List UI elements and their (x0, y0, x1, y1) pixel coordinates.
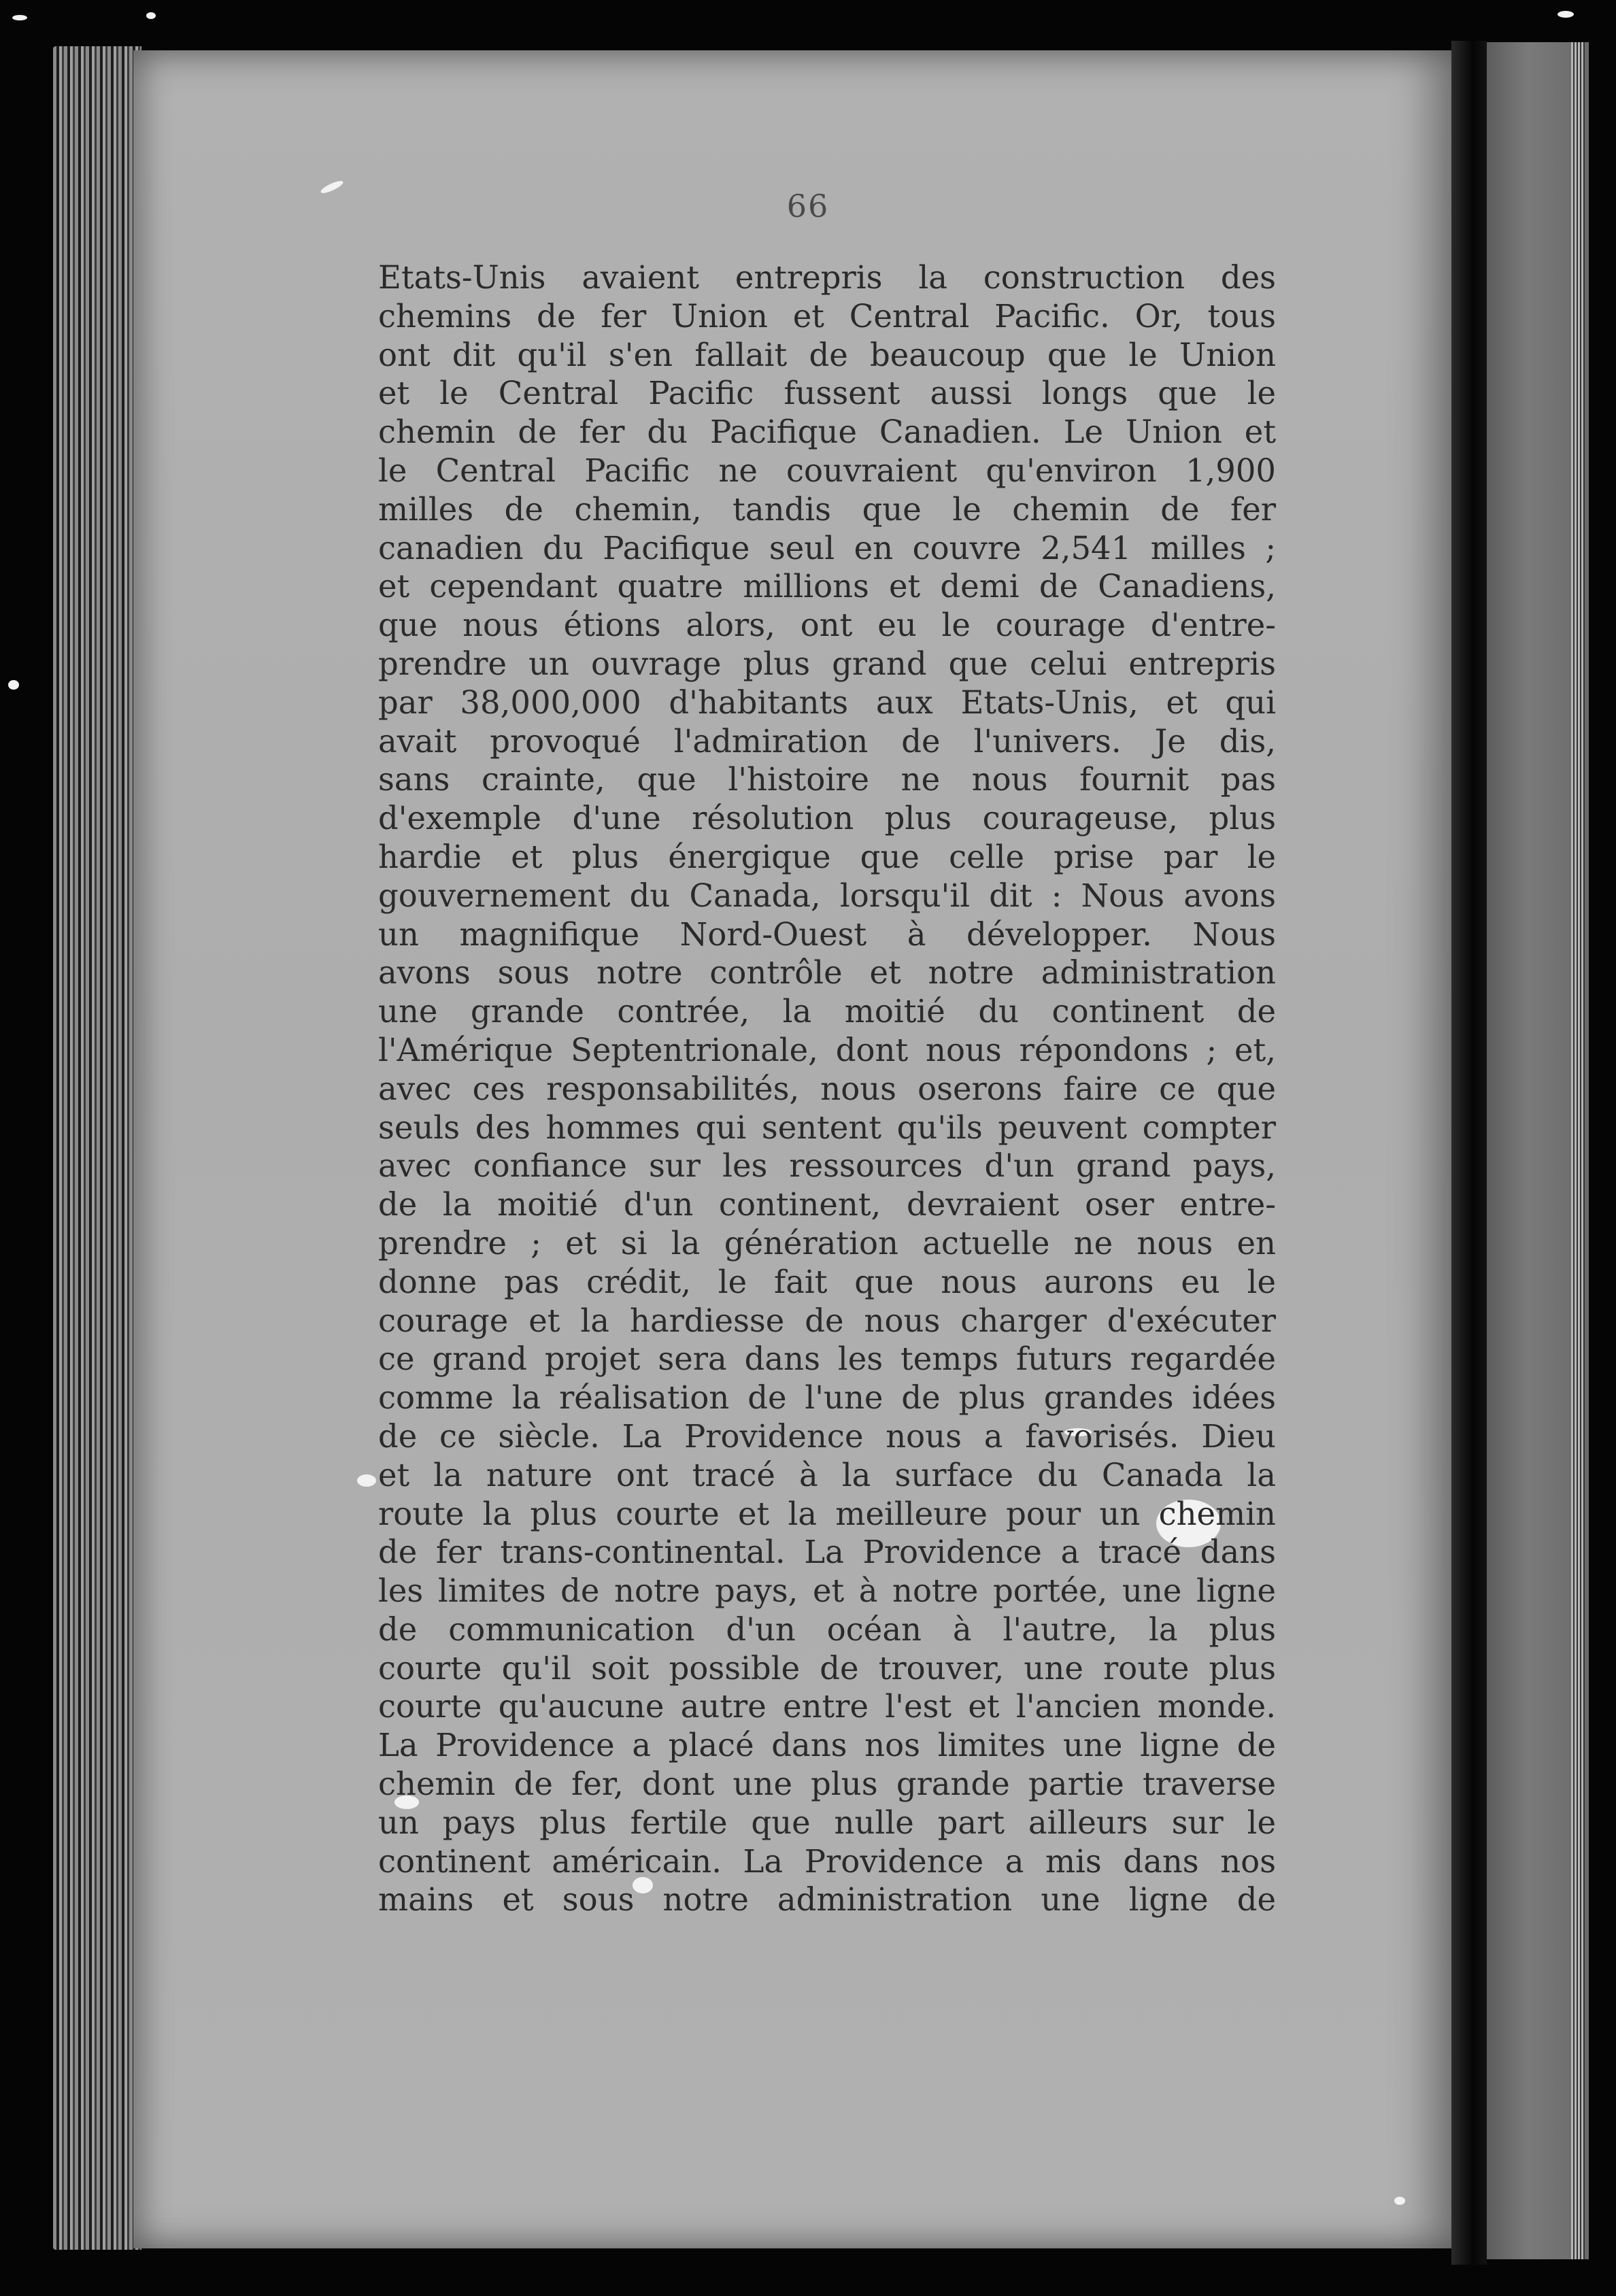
facing-page-edge (1571, 42, 1585, 2259)
text-line: chemin de fer, dont une plus grande partie traverse (378, 1766, 1276, 1803)
text-line: le Central Pacific ne couvraient qu'environ 1,900 (378, 452, 1276, 489)
text-line: par 38,000,000 d'habitants aux Etats-Unis, et qui (378, 683, 1276, 721)
text-line: et le Central Pacific fussent aussi longs que le (378, 375, 1276, 412)
text-line: courage et la hardiesse de nous charger d'exécuter (378, 1302, 1276, 1339)
text-line: Etats-Unis avaient entrepris la construction des (378, 259, 1276, 296)
text-line: comme la réalisation de l'une de plus grandes idées (378, 1379, 1276, 1417)
text-line: avec confiance sur les ressources d'un grand pays, (378, 1147, 1276, 1185)
dust-speck (1558, 11, 1574, 18)
text-line: continent américain. La Providence a mis dans nos (378, 1842, 1276, 1880)
text-line: l'Amérique Septentrionale, dont nous répondons ; et, (378, 1031, 1276, 1068)
text-line: chemin de fer du Pacifique Canadien. Le Union et (378, 413, 1276, 451)
text-line: avec ces responsabilités, nous oserons faire ce que (378, 1070, 1276, 1107)
text-line: que nous étions alors, ont eu le courage d'entre- (378, 607, 1276, 644)
dust-speck (8, 680, 19, 690)
text-line: mains et sous notre administration une ligne de (378, 1881, 1276, 1919)
text-line: de la moitié d'un continent, devraient oser entre- (378, 1186, 1276, 1223)
text-line: sans crainte, que l'histoire ne nous fournit pas (378, 761, 1276, 798)
text-line: gouvernement du Canada, lorsqu'il dit : Nous avons (378, 877, 1276, 914)
text-line: seuls des hommes qui sentent qu'ils peuvent compter (378, 1109, 1276, 1146)
text-line: de fer trans-continental. La Providence a tracé dans (378, 1534, 1276, 1571)
dust-speck (146, 12, 156, 19)
page-body-text (378, 258, 1276, 1919)
page-number: 66 (786, 188, 830, 224)
text-line: courte qu'il soit possible de trouver, une route plus (378, 1649, 1276, 1687)
text-line: milles de chemin, tandis que le chemin de fer (378, 490, 1276, 528)
text-line: ont dit qu'il s'en fallait de beaucoup que le Union (378, 336, 1276, 373)
text-line: prendre ; et si la génération actuelle ne nous en (378, 1224, 1276, 1262)
text-line: un pays plus fertile que nulle part ailleurs sur le (378, 1804, 1276, 1841)
text-line: une grande contrée, la moitié du continent de (378, 993, 1276, 1030)
text-line: courte qu'aucune autre entre l'est et l'ancien monde. (378, 1688, 1276, 1725)
text-line: un magnifique Nord-Ouest à développer. Nous (378, 915, 1276, 953)
text-line: et la nature ont tracé à la surface du Canada la (378, 1456, 1276, 1493)
page-edges (53, 46, 141, 2250)
dust-speck (357, 1474, 376, 1487)
text-line: hardie et plus énergique que celle prise par le (378, 838, 1276, 875)
text-line: et cependant quatre millions et demi de Canadiens, (378, 568, 1276, 605)
dust-speck (12, 15, 27, 20)
text-line: ce grand projet sera dans les temps futurs regardée (378, 1340, 1276, 1378)
text-line: donne pas crédit, le fait que nous aurons eu le (378, 1263, 1276, 1300)
text-line: d'exemple d'une résolution plus courageuse, plus (378, 800, 1276, 837)
text-line: les limites de notre pays, et à notre portée, une ligne (378, 1572, 1276, 1610)
book-gutter (1451, 41, 1487, 2265)
dust-speck (1394, 2197, 1405, 2205)
text-line: route la plus courte et la meilleure pour un chemin (378, 1495, 1276, 1532)
text-line: La Providence a placé dans nos limites une ligne de (378, 1727, 1276, 1764)
text-line: de communication d'un océan à l'autre, la plus (378, 1610, 1276, 1648)
text-line: avons sous notre contrôle et notre administration (378, 954, 1276, 992)
text-line: chemins de fer Union et Central Pacific. Or, tous (378, 297, 1276, 335)
text-line: avait provoqué l'admiration de l'univers. Je dis, (378, 722, 1276, 760)
text-line: prendre un ouvrage plus grand que celui entrepris (378, 645, 1276, 682)
text-line: canadien du Pacifique seul en couvre 2,541 milles ; (378, 529, 1276, 567)
text-line: de ce siècle. La Providence nous a favorisés. Dieu (378, 1417, 1276, 1455)
